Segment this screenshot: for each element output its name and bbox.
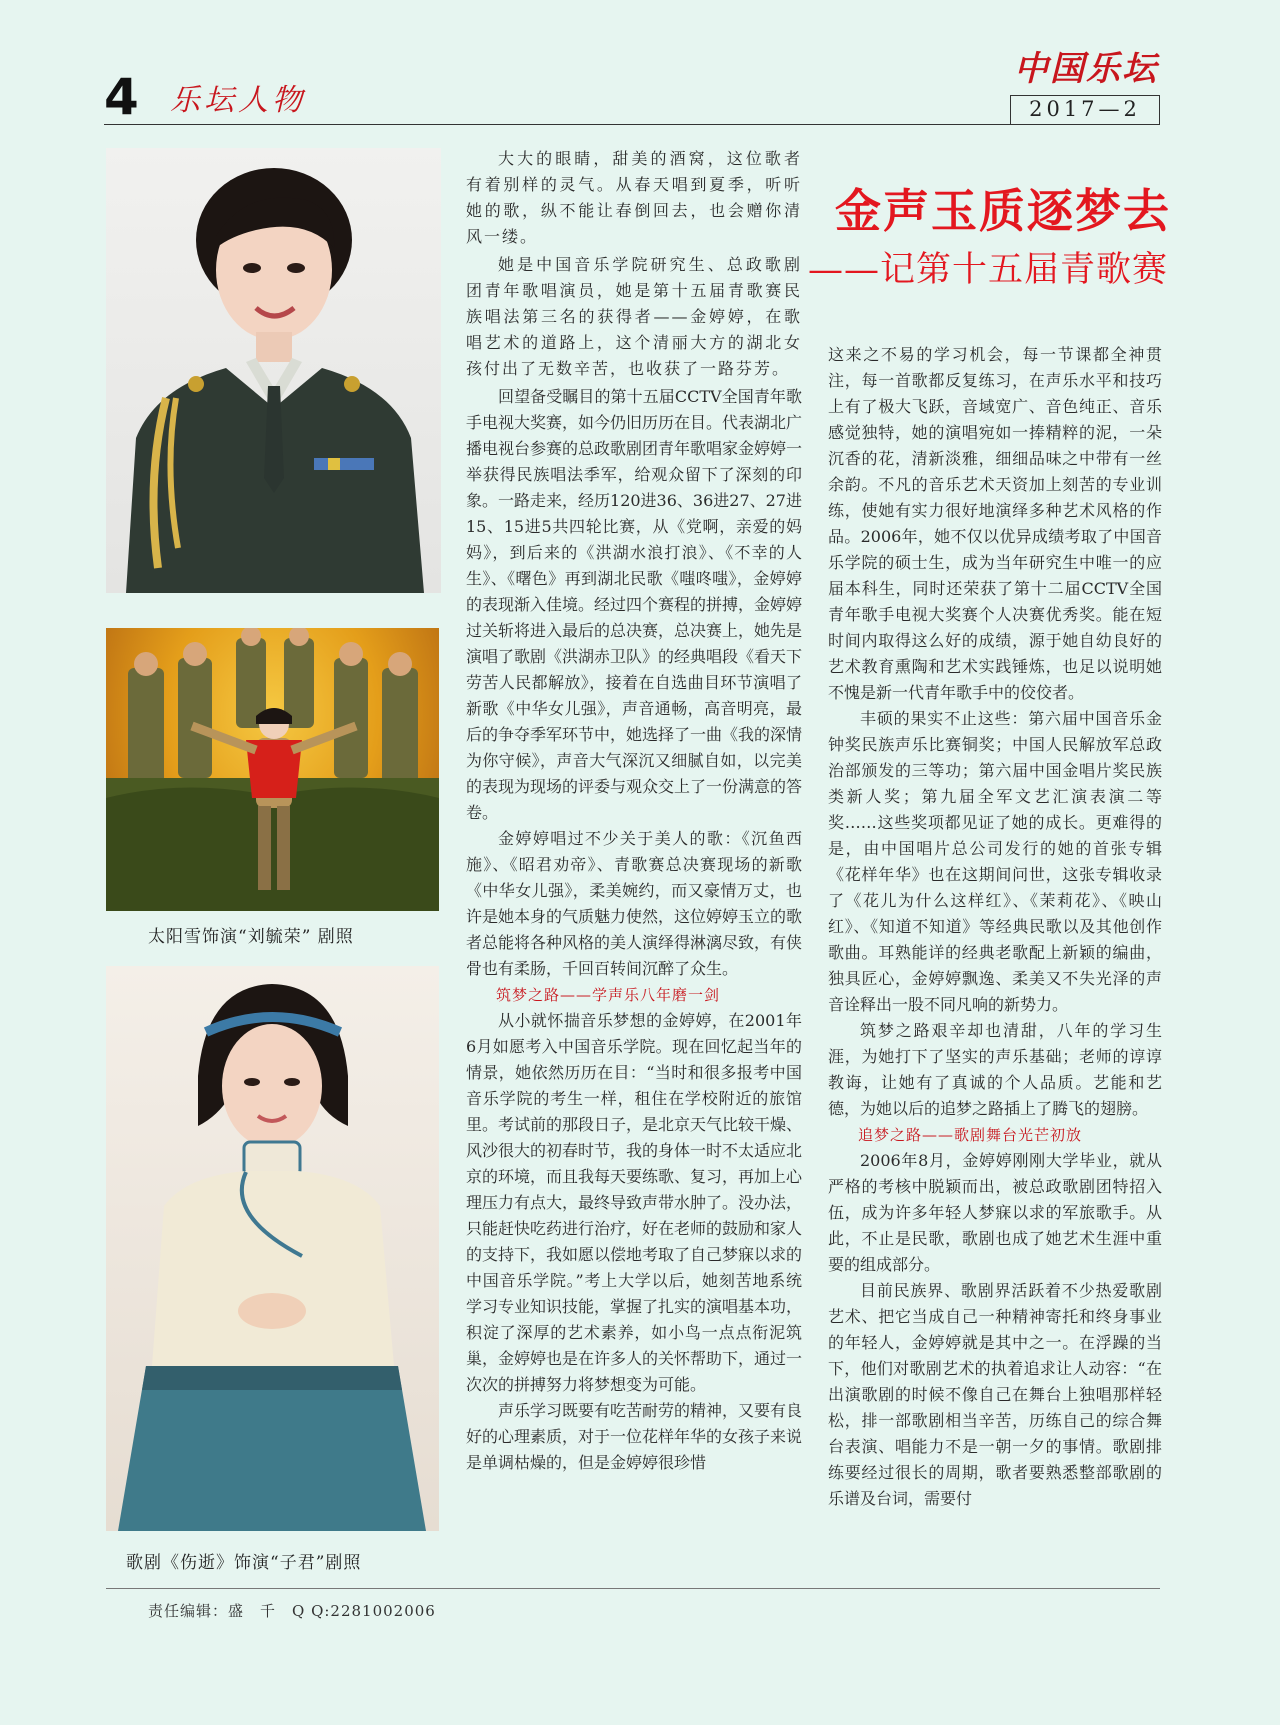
editor-credit: 责任编辑：盛 千 Q Q:2281002006 xyxy=(148,1602,436,1620)
body-paragraph: 这来之不易的学习机会，每一节课都全神贯注，每一首歌都反复练习，在声乐水平和技巧上有了极大飞跃，音域宽广、音色纯正、音乐感觉独特，她的演唱宛如一捧精粹的泥，一朵沉香的花，清新淡雅，细细品味之中带有一丝余韵。不凡的音乐艺术天资加上刻苦的专业训练，使她有实力很好地演绎多种艺术风格的作品。2006年，她不仅以优异成绩考取了中国音乐学院的硕士生，成为当年研究生中唯一的应届本科生，同时还荣获了第十二届CCTV全国青年歌手电视大奖赛个人决赛优秀奖。能在短时间内取得这么好的成绩，源于她自幼良好的艺术教育熏陶和艺术实践锤炼，也足以说明她不愧是新一代青年歌手中的佼佼者。 xyxy=(828,345,1162,702)
footer-rule xyxy=(106,1588,1160,1589)
body-paragraph: 金婷婷唱过不少关于美人的歌：《沉鱼西施》、《昭君劝帝》、青歌赛总决赛现场的新歌《中华女儿强》，柔美婉约，而又豪情万丈，也许是她本身的气质魅力使然，这位婷婷玉立的歌者总能将各种风格的美人演绎得淋漓尽致，有侠骨也有柔肠，千回百转间沉醉了众生。 xyxy=(466,829,803,978)
article-subtitle: ——记第十五届青歌赛 xyxy=(808,250,1169,290)
body-paragraph: 目前民族界、歌剧界活跃着不少热爱歌剧艺术、把它当成自己一种精神寄托和终身事业的年轻人，金婷婷就是其中之一。在浮躁的当下，他们对歌剧艺术的执着追求让人动容：“在出演歌剧的时候不像自己在舞台上独唱那样轻松，排一部歌剧相当辛苦，历练自己的综合舞台表演、唱能力不是一朝一夕的事情。歌剧排练要经过很长的周期，歌者要熟悉整部歌剧的乐谱及台词，需要付 xyxy=(828,1281,1162,1508)
stage-photo xyxy=(106,628,439,911)
stage-photo-caption: 太阳雪饰演“刘毓荣” 剧照 xyxy=(148,927,354,947)
body-paragraph: 从小就怀揣音乐梦想的金婷婷，在2001年6月如愿考入中国音乐学院。现在回忆起当年的情景，她依然历历在目：“当时和很多报考中国音乐学院的考生一样，租住在学校附近的旅馆里。考试前的那段日子，是北京天气比较干燥、风沙很大的初春时节，我的身体一时不太适应北京的环境，而且我每天要练歌、复习，再加上心理压力有点大，最终导致声带水肿了。没办法，只能赶快吃药进行治疗，好在老师的鼓励和家人的支持下，我如愿以偿地考取了自己梦寐以求的中国音乐学院。”考上大学以后，她刻苦地系统学习专业知识技能，掌握了扎实的演唱基本功，积淀了深厚的艺术素养，如小鸟一点点衔泥筑巢，金婷婷也是在许多人的关怀帮助下，通过一次次的拼搏努力将梦想变为可能。 xyxy=(466,1011,803,1394)
header-rule xyxy=(104,124,1160,125)
costume-photo xyxy=(106,966,439,1531)
body-paragraph: 丰硕的果实不止这些：第六届中国音乐金钟奖民族声乐比赛铜奖；中国人民解放军总政治部颁发的三等功；第六届中国金唱片奖民族类新人奖；第九届全军文艺汇演表演二等奖……这些奖项都见证了她的成长。更难得的是，由中国唱片总公司发行的她的首张专辑《花样年华》也在这期间问世，这张专辑收录了《花儿为什么这样红》、《茉莉花》、《映山红》、《知道不知道》等经典民歌以及其他创作歌曲。耳熟能详的经典老歌配上新颖的编曲，独具匠心，金婷婷飘逸、柔美又不失光泽的声音诠释出一股不同凡响的新势力。 xyxy=(828,709,1162,1014)
intro-paragraph-1: 大大的眼睛，甜美的酒窝，这位歌者有着别样的灵气。从春天唱到夏季，听听她的歌，纵不能让春倒回去，也会赠你清风一缕。 xyxy=(466,149,802,246)
page-number: 4 xyxy=(104,68,139,126)
section-title: 乐坛人物 xyxy=(170,83,306,118)
body-paragraph: 声乐学习既要有吃苦耐劳的精神，又要有良好的心理素质，对于一位花样年华的女孩子来说是单调枯燥的，但是金婷婷很珍惜 xyxy=(466,1401,803,1472)
article-column-right xyxy=(828,342,1162,1512)
body-paragraph: 回望备受瞩目的第十五届CCTV全国青年歌手电视大奖赛，如今仍旧历历在目。代表湖北广播电视台参赛的总政歌剧团青年歌唱家金婷婷一举获得民族唱法季军，给观众留下了深刻的印象。一路走来，经历120进36、36进27、27进15、15进5共四轮比赛，从《党啊，亲爱的妈妈》，到后来的《洪湖水浪打浪》、《不幸的人生》、《曙色》再到湖北民歌《嗤咚嗤》，金婷婷的表现渐入佳境。经过四个赛程的拼搏，金婷婷过关斩将进入最后的总决赛，总决赛上，她先是演唱了歌剧《洪湖赤卫队》的经典唱段《看天下劳苦人民都解放》，接着在自选曲目环节演唱了新歌《中华女儿强》，声音通畅，高音明亮，最后的争夺季军环节中，她选择了一曲《我的深情为你守候》，声音大气深沉又细腻自如，以完美的表现为现场的评委与观众交上了一份满意的答卷。 xyxy=(466,387,803,822)
portrait-photo xyxy=(106,148,441,593)
article-title: 金声玉质逐梦去 xyxy=(835,184,1171,238)
intro-paragraph-2: 她是中国音乐学院研究生、总政歌剧团青年歌唱演员，她是第十五届青歌赛民族唱法第三名的获得者——金婷婷，在歌唱艺术的道路上，这个清丽大方的湖北女孩付出了无数辛苦，也收获了一路芬芳。 xyxy=(466,255,802,378)
body-paragraph: 2006年8月，金婷婷刚刚大学毕业，就从严格的考核中脱颖而出，被总政歌剧团特招入伍，成为许多年轻人梦寐以求的军旅歌手。从此，不止是民歌，歌剧也成了她艺术生涯中重要的组成部分。 xyxy=(828,1151,1162,1274)
costume-photo-caption: 歌剧《伤逝》饰演“子君”剧照 xyxy=(126,1553,362,1573)
section-subheading: 追梦之路——歌剧舞台光芒初放 xyxy=(858,1126,1083,1144)
article-column-middle xyxy=(466,146,802,1476)
brand-logo: 中国乐坛 xyxy=(1014,49,1158,89)
body-paragraph: 筑梦之路艰辛却也清甜，八年的学习生涯，为她打下了坚实的声乐基础；老师的谆谆教诲，让她有了真诚的个人品质。艺能和艺德，为她以后的追梦之路插上了腾飞的翅膀。 xyxy=(828,1021,1162,1118)
issue-number: 2017—2 xyxy=(1010,95,1160,125)
section-subheading: 筑梦之路——学声乐八年磨一剑 xyxy=(496,986,721,1004)
